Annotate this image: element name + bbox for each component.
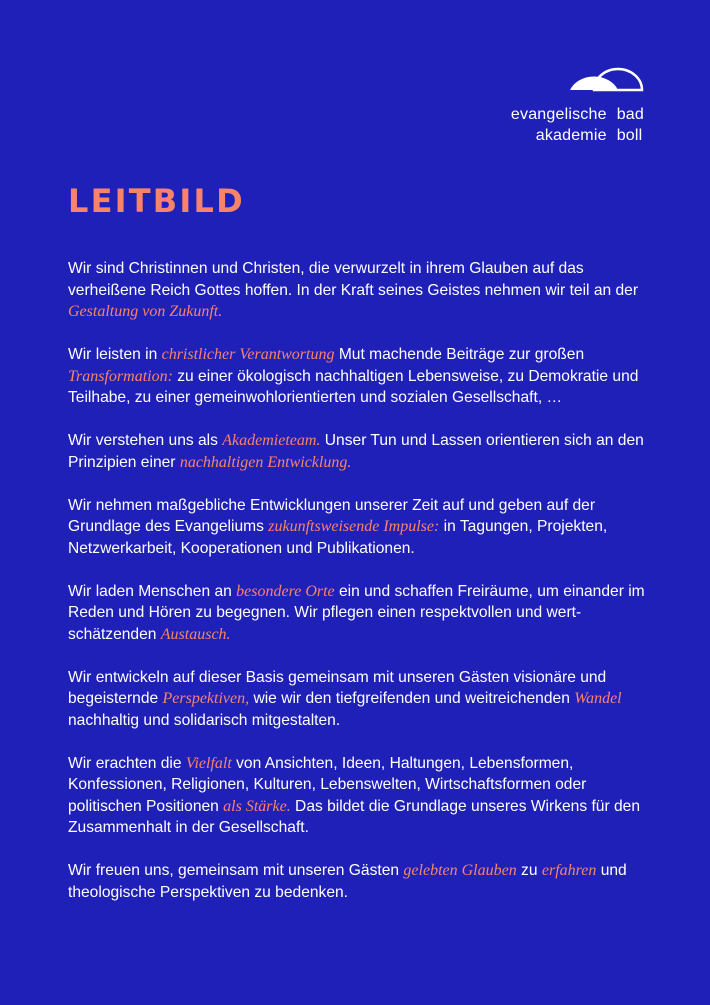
logo-wordmark xyxy=(484,104,644,146)
highlighted-phrase: Vielfalt xyxy=(185,754,232,772)
text-segment: Unser Tun und Lassen orientieren sich an den Prinzipien einer xyxy=(68,432,644,471)
highlighted-phrase: nachhaltigen Entwicklung. xyxy=(179,453,352,471)
text-segment: Das bildet die Grundlage unseres Wirkens für den Zusammenhalt in der Gesellschaft. xyxy=(68,797,641,836)
highlighted-phrase: Gestaltung von Zukunft. xyxy=(68,303,223,320)
highlighted-phrase: Wandel xyxy=(574,690,622,707)
text-segment: zu einer ökologisch nachhaltigen Lebensweise, zu Demokratie und Teilhabe, zu einer gemeinwohlorientierten und sozialen Gesellschaft, … xyxy=(68,367,639,406)
page-title: LEITBILD xyxy=(68,182,245,220)
text-segment: Wir erachten die xyxy=(68,754,186,772)
paragraph xyxy=(68,753,648,839)
highlighted-phrase: gelebten Glauben xyxy=(403,862,517,879)
mission-statement xyxy=(68,258,648,925)
text-segment: ein und schaffen Freiräume, um einander im Reden und Hören zu begegnen. Wir pflegen einen respektvollen und wert-schätzenden xyxy=(68,582,645,643)
text-segment: Wir verstehen uns als xyxy=(68,432,223,449)
text-segment: Wir nehmen maßgebliche Entwicklungen unserer Zeit auf und geben auf der Grundlage des Evangeliums xyxy=(68,496,596,535)
text-segment: Wir leisten in xyxy=(68,346,162,363)
logo-word-evangelische: evangelische xyxy=(510,106,607,123)
highlighted-phrase: besondere Orte xyxy=(236,582,335,600)
paragraph xyxy=(68,258,648,323)
paragraph xyxy=(68,581,648,646)
text-segment: Mut machende Beiträge zur großen xyxy=(334,346,585,363)
text-segment: wie wir den tiefgreifenden und weitreichenden xyxy=(249,690,575,707)
highlighted-phrase: erfahren xyxy=(541,862,597,879)
highlighted-phrase: Akademieteam. xyxy=(222,432,321,449)
text-segment: von Ansichten, Ideen, Haltungen, Lebensformen, Konfessionen, Religionen, Kulturen, Lebenswelten, Wirtschaftsformen oder politischen Positionen xyxy=(68,754,587,815)
dome-logo-icon xyxy=(568,66,644,92)
paragraph xyxy=(68,344,648,409)
paragraph xyxy=(68,667,648,732)
paragraph xyxy=(68,430,648,473)
highlighted-phrase: Transformation: xyxy=(68,367,173,385)
text-segment: zu xyxy=(516,862,542,879)
text-segment: Wir laden Menschen an xyxy=(68,582,237,600)
logo-word-bad: bad xyxy=(616,106,644,123)
highlighted-phrase: zukunftsweisende Impulse: xyxy=(268,518,440,535)
logo-word-boll: boll xyxy=(616,127,643,144)
text-segment: in Tagungen, Projekten, Netzwerkarbeit, Kooperationen und Publikationen. xyxy=(68,518,608,557)
highlighted-phrase: christlicher Verantwortung xyxy=(161,346,335,363)
text-segment: Wir sind Christinnen und Christen, die verwurzelt in ihrem Glauben auf das verheißene Reich Gottes hoffen. In der Kraft seines Geistes nehmen wir teil an der xyxy=(68,260,639,299)
highlighted-phrase: als Stärke. xyxy=(223,797,291,815)
text-segment: nachhaltig und solidarisch mitgestalten. xyxy=(68,711,341,729)
highlighted-phrase: Perspektiven, xyxy=(162,690,250,707)
academy-logo xyxy=(484,66,644,146)
paragraph xyxy=(68,860,648,903)
text-segment: Wir freuen uns, gemeinsam mit unseren Gästen xyxy=(68,862,404,879)
highlighted-phrase: Austausch. xyxy=(160,625,231,643)
text-segment: Wir entwickeln auf dieser Basis gemeinsam mit unseren Gästen visionäre und begeisternde xyxy=(68,668,607,707)
logo-word-akademie: akademie xyxy=(535,127,607,144)
text-segment: und theologische Perspektiven zu bedenken. xyxy=(68,862,627,901)
paragraph xyxy=(68,495,648,560)
